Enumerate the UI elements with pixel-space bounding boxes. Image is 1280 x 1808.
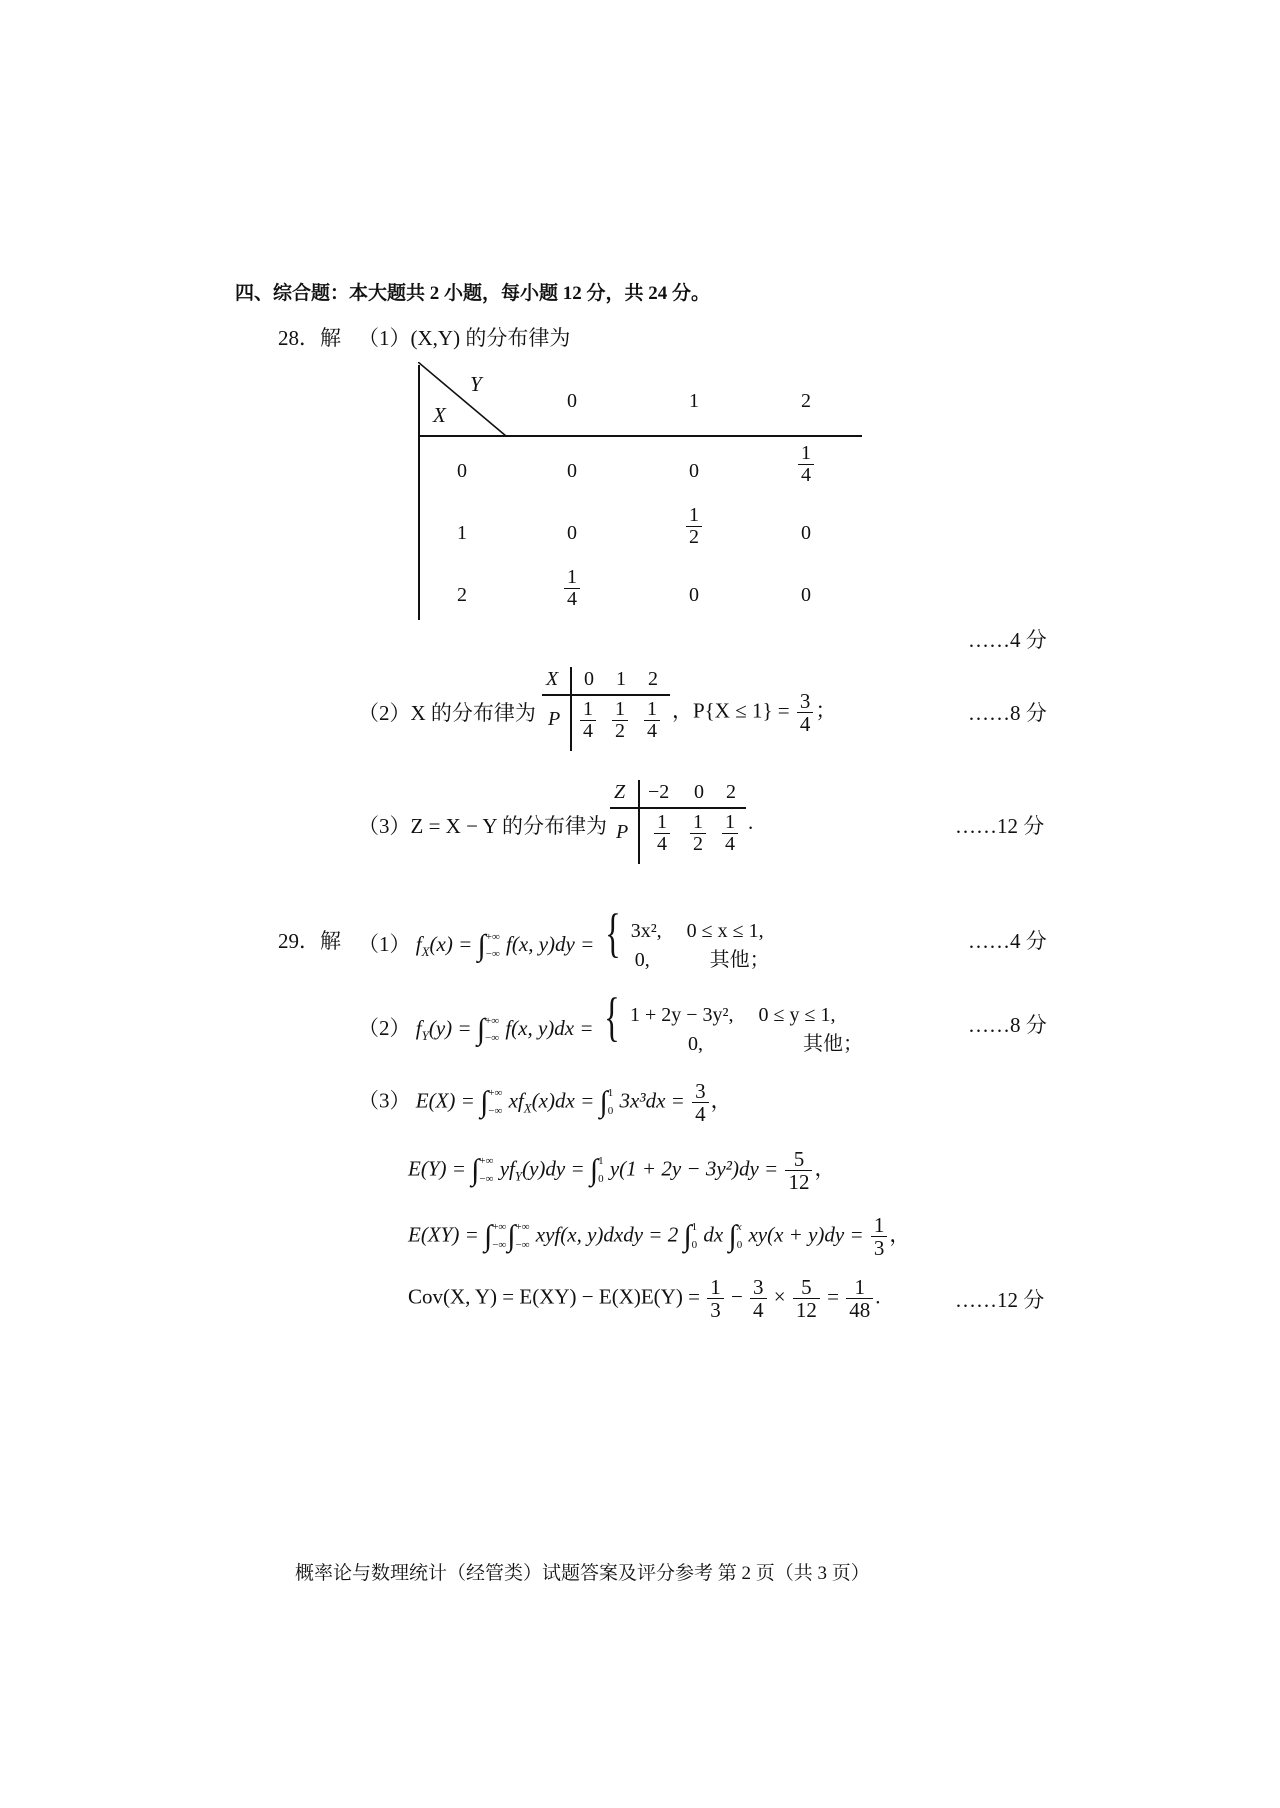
table-cell: 0 [689,584,699,606]
q29-p1-case2: 0, 其他； [634,949,770,972]
q29-score-3: ……12 分 [955,1288,1045,1312]
table-cell: 0 [801,522,811,544]
table-cell: 0 [567,460,577,482]
q28-part3-end: . [748,810,754,834]
q29-score-1: ……4 分 [968,929,1047,953]
table-cell: 0 [689,460,699,482]
dist-value: 2 [648,668,658,690]
x-distribution-table [542,663,672,753]
table-cell: $\frac{1}{4}$ [542,567,602,610]
table-cell: $\frac{1}{2}$ [664,505,724,548]
q28-part1: （1）(X,Y) 的分布律为 [358,326,571,350]
table-cell: 0 [567,522,577,544]
q29-ey-line: E(Y) = ∫ +∞ −∞ $yf_Y(y)dy$ = ∫ 1 0 y(1 + 2y − 3y²)dy = $\frac{5}{12}$ ， [408,1147,836,1195]
dist-prob: $\frac{1}{4}$ [652,812,672,855]
table-row-header: 0 [457,460,467,482]
q28-score-3: ……12 分 [955,814,1045,838]
q28-label: 28．解 [278,326,341,350]
table-cell: 0 [801,584,811,606]
q29-p2-case2: 0, 其他； [687,1033,863,1056]
q29-p1-case1: 3x², 0 ≤ x ≤ 1, [630,920,764,943]
dist-prob: $\frac{1}{4}$ [720,812,740,855]
q29-part1: （1） $f_X(x)$ = ∫ +∞ −∞ f(x, y)dy = { 3x², 0 ≤ x ≤ 1, 0, 其他； [358,906,770,975]
table-row-header: 2 [457,584,467,606]
q29-part2: （2） $f_Y(y)$ = ∫ +∞ −∞ f(x, y)dx = { 1 + 2y − 3y², 0 ≤ y ≤ 1, 0, 其他； [358,990,863,1059]
q29-exy-line: E(XY) = ∫ +∞ −∞ ∫ +∞ −∞ xyf(x, y)dxdy = 2 ∫ 1 0 dx ∫ x 0 xy(x + y)dy = $\frac{1}{3}$ ， [408,1213,911,1261]
dist-prob: $\frac{1}{2}$ [688,812,708,855]
q29-ex-line: （3） E(X) = ∫ +∞ −∞ $xf_X(x)dx$ = ∫ 1 0 3x³dx = $\frac{3}{4}$ ， [358,1079,732,1127]
table-row-var: X [433,403,446,427]
dist-value: 0 [694,781,704,803]
dist-var: X [546,668,559,690]
table-col-header: 0 [567,390,577,412]
table-col-header: 2 [801,390,811,412]
q28-score-1: ……4 分 [968,628,1047,652]
z-distribution-table [610,776,750,866]
dist-horizontal-rule [542,694,670,696]
table-cell: $\frac{1}{4}$ [776,443,836,486]
table-row-header: 1 [457,522,467,544]
dist-vertical-rule [570,667,572,751]
dist-horizontal-rule [610,807,746,809]
q29-score-2: ……8 分 [968,1013,1047,1037]
table-diagonal [418,362,508,438]
dist-prob: $\frac{1}{4}$ [642,699,662,742]
q28-part2-label: （2）X 的分布律为 [358,701,536,725]
q28-part2-result: ，P{X ≤ 1} = $\frac{3}{4}$ ； [672,689,837,737]
dist-value: −2 [648,781,670,803]
dist-p: P [616,821,629,843]
q29-p2-case1: 1 + 2y − 3y², 0 ≤ y ≤ 1, [629,1004,836,1027]
dist-value: 1 [616,668,626,690]
page-footer: 概率论与数理统计（经管类）试题答案及评分参考 第 2 页（共 3 页） [295,1563,870,1584]
section-heading: 四、综合题：本大题共 2 小题，每小题 12 分，共 24 分。 [235,283,711,304]
dist-prob: $\frac{1}{4}$ [578,699,598,742]
dist-vertical-rule [638,780,640,864]
table-col-header: 1 [689,390,699,412]
q28-score-2: ……8 分 [968,701,1047,725]
dist-value: 2 [726,781,736,803]
dist-value: 0 [584,668,594,690]
q28-part3-label: （3）Z = X − Y 的分布律为 [358,814,608,838]
dist-p: P [548,708,561,730]
q29-cov-line: Cov(X, Y) = E(XY) − E(X)E(Y) = $\frac{1}{3}$ − $\frac{3}{4}$ × $\frac{5}{12}$ = $\frac{1}{48}$ . [408,1275,881,1323]
table-col-var: Y [470,372,482,396]
q29-label: 29．解 [278,929,341,953]
dist-var: Z [614,781,626,803]
dist-prob: $\frac{1}{2}$ [610,699,630,742]
